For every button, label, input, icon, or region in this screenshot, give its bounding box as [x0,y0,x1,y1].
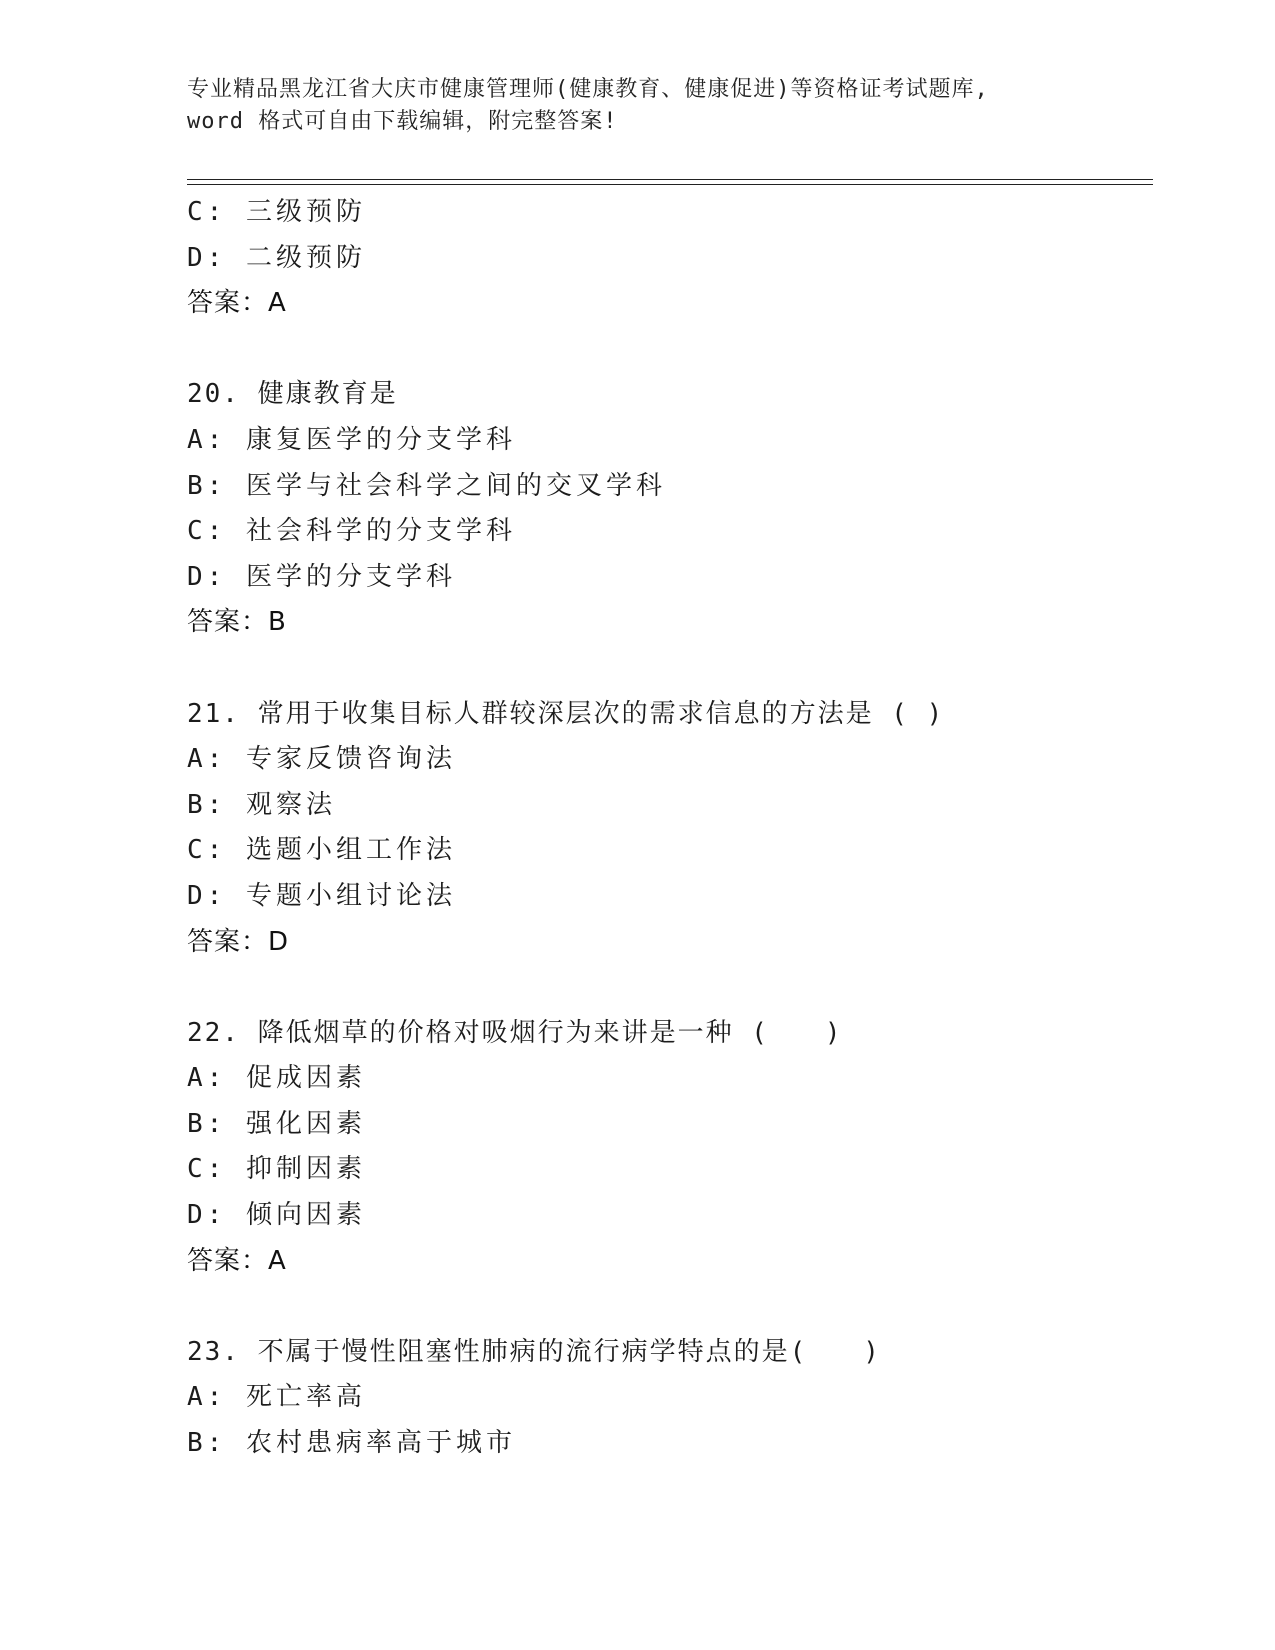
option-a: A: 康复医学的分支学科 [187,424,516,455]
option-b: B: 强化因素 [187,1108,366,1139]
question-19-tail [187,190,1147,327]
answer-line: 答案：A [187,1245,287,1276]
question-title: 23. 不属于慢性阻塞性肺病的流行病学特点的是( ) [187,1336,881,1367]
answer-line: 答案：B [187,607,287,638]
question-list [187,190,1147,1467]
header-rule-bottom [187,184,1153,185]
question-22 [187,1011,1147,1285]
option-b: B: 医学与社会科学之间的交叉学科 [187,470,666,501]
option-c: C: 抑制因素 [187,1154,366,1185]
spacer [187,965,1147,1011]
option-a: A: 促成因素 [187,1063,366,1094]
document-header [187,74,1087,138]
option-c: C: 三级预防 [187,197,366,227]
question-20 [187,372,1147,646]
spacer [187,327,1147,373]
option-d: D: 专题小组讨论法 [187,880,456,911]
question-23 [187,1330,1147,1467]
spacer [187,646,1147,692]
option-d: D: 二级预防 [187,242,366,273]
question-title: 22. 降低烟草的价格对吸烟行为来讲是一种 ( ) [187,1017,843,1048]
option-a: A: 专家反馈咨询法 [187,744,456,775]
option-b: B: 观察法 [187,789,336,820]
header-rule-top [187,179,1153,180]
answer-line: 答案：D [187,926,290,957]
header-line-2: word 格式可自由下载编辑，附完整答案! [187,109,618,134]
question-title: 20. 健康教育是 [187,379,398,410]
spacer [187,1284,1147,1330]
answer-line: 答案：A [187,288,287,319]
option-c: C: 选题小组工作法 [187,835,456,866]
header-line-1: 专业精品黑龙江省大庆市健康管理师(健康教育、健康促进)等资格证考试题库, [187,77,989,102]
option-a: A: 死亡率高 [187,1382,366,1413]
option-c: C: 社会科学的分支学科 [187,516,516,547]
option-d: D: 倾向因素 [187,1200,366,1231]
question-21 [187,692,1147,966]
option-d: D: 医学的分支学科 [187,561,456,592]
option-b: B: 农村患病率高于城市 [187,1428,516,1459]
question-title: 21. 常用于收集目标人群较深层次的需求信息的方法是 ( ) [187,698,945,729]
